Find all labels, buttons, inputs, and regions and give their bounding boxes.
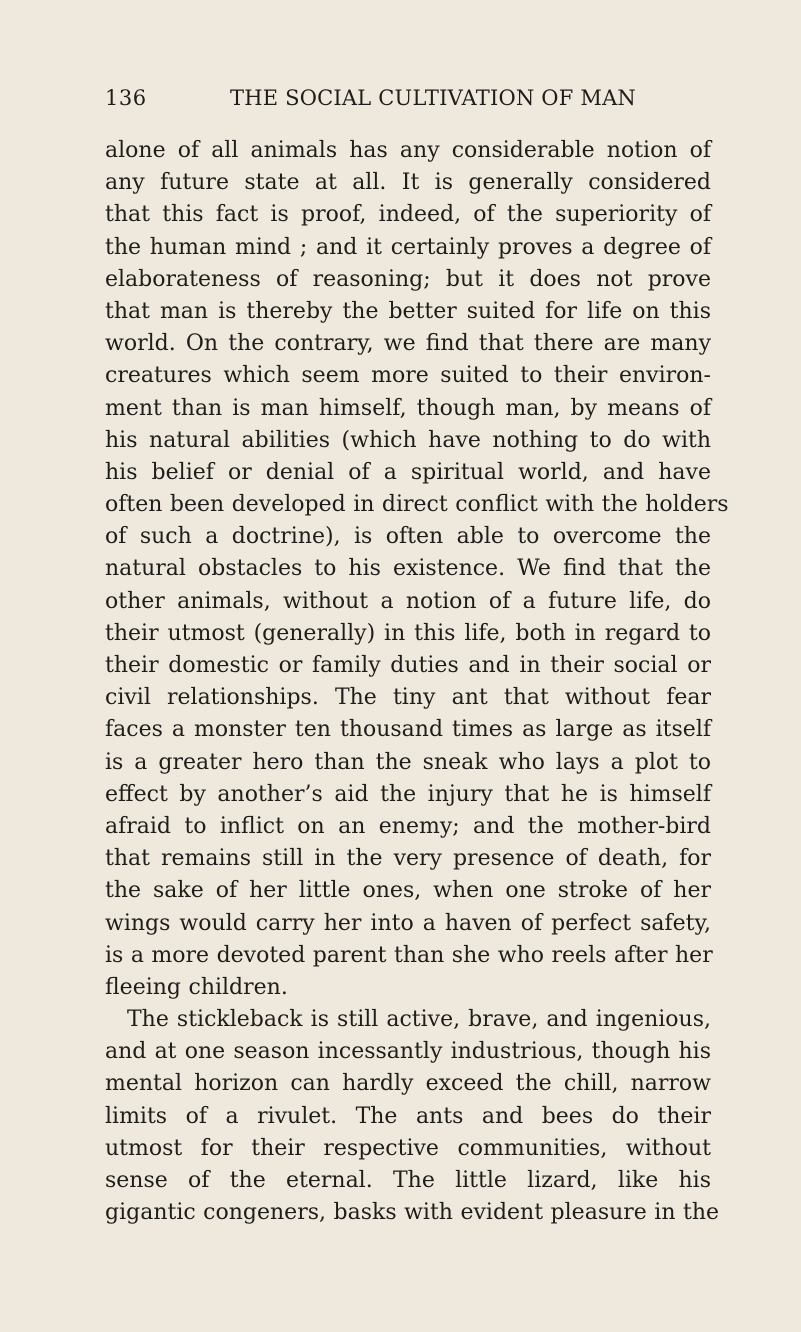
text-line: gigantic congeners, basks with evident pleasure in the bbox=[105, 1200, 720, 1226]
page-number: 136 bbox=[105, 86, 147, 110]
text-line: their domestic or family duties and in their social or bbox=[105, 653, 711, 678]
text-line: wings would carry her into a haven of perfect safety, bbox=[105, 910, 711, 936]
body-text bbox=[105, 135, 729, 1229]
text-line: their utmost (generally) in this life, both in regard to bbox=[105, 620, 711, 646]
text-line: is a greater hero than the sneak who lays a plot to bbox=[105, 749, 711, 775]
text-line: the sake of her little ones, when one stroke of her bbox=[105, 878, 711, 904]
text-line: elaborateness of reasoning; but it does not prove bbox=[105, 266, 711, 292]
text-line: The stickleback is still active, brave, and ingenious, bbox=[127, 1007, 711, 1033]
text-line: afraid to inflict on an enemy; and the mother-bird bbox=[105, 813, 711, 839]
text-line: any future state at all. It is generally considered bbox=[105, 170, 711, 196]
text-line: utmost for their respective communities, without bbox=[105, 1135, 711, 1161]
text-line: world. On the contrary, we find that there are many bbox=[105, 331, 711, 357]
text-line: his belief or denial of a spiritual world, and have bbox=[105, 459, 711, 485]
text-line: fleeing children. bbox=[105, 974, 288, 1000]
text-line: creatures which seem more suited to their environ- bbox=[105, 363, 711, 389]
text-line: that remains still in the very presence of death, for bbox=[105, 846, 711, 872]
text-line: alone of all animals has any considerable notion of bbox=[105, 138, 711, 163]
text-line: effect by another’s aid the injury that he is himself bbox=[105, 781, 711, 807]
text-line: faces a monster ten thousand times as large as itself bbox=[105, 717, 711, 743]
text-line: natural obstacles to his existence. We find that the bbox=[105, 556, 711, 582]
text-line: ment than is man himself, though man, by means of bbox=[105, 395, 711, 421]
paragraph-1 bbox=[105, 135, 729, 1004]
text-line: other animals, without a notion of a future life, do bbox=[105, 588, 711, 614]
running-head bbox=[105, 83, 711, 113]
text-line: mental horizon can hardly exceed the chill, narrow bbox=[105, 1071, 711, 1097]
text-line: the human mind ; and it certainly proves a degree of bbox=[105, 234, 711, 260]
text-line: that man is thereby the better suited for life on this bbox=[105, 298, 711, 324]
text-line: is a more devoted parent than she who reels after her bbox=[105, 942, 713, 968]
paragraph-2 bbox=[105, 1004, 720, 1229]
text-line: often been developed in direct conflict with the holders bbox=[105, 492, 729, 518]
text-line: limits of a rivulet. The ants and bees do their bbox=[105, 1103, 711, 1129]
text-line: of such a doctrine), is often able to overcome the bbox=[105, 524, 711, 550]
running-title: THE SOCIAL CULTIVATION OF MAN bbox=[230, 86, 637, 110]
text-line: and at one season incessantly industrious, though his bbox=[105, 1039, 711, 1065]
text-line: his natural abilities (which have nothing to do with bbox=[105, 427, 711, 453]
text-line: sense of the eternal. The little lizard, like his bbox=[105, 1168, 711, 1193]
text-line: civil relationships. The tiny ant that without fear bbox=[105, 685, 711, 711]
text-line: that this fact is proof, indeed, of the superiority of bbox=[105, 202, 711, 228]
